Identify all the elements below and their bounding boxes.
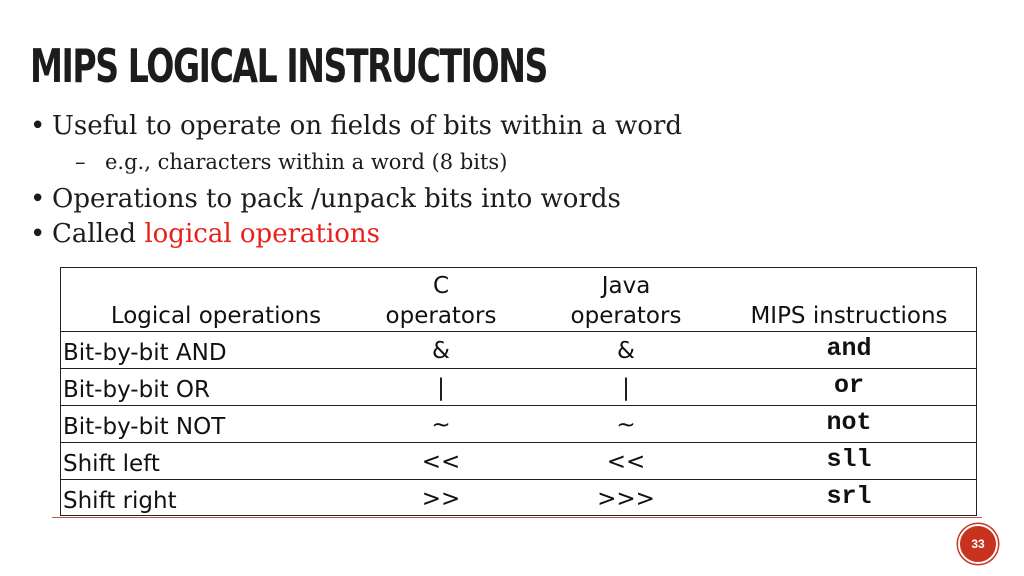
table-cell-operation: Shift right [63,488,177,514]
table-cell-operation: Bit-by-bit AND [63,340,227,366]
table-cell-java: & [617,338,635,364]
sub-bullet-marker: – [75,150,86,174]
slide-title: MIPS LOGICAL INSTRUCTIONS [30,39,547,93]
table-cell-c: << [421,449,461,475]
sub-bullet-text: e.g., characters within a word (8 bits) [105,150,508,174]
bullet-text: Called [52,219,145,249]
table-cell-mips: sll [826,445,872,474]
footer-rule [52,517,982,518]
bullet-marker: • [30,219,46,249]
row-divider [61,479,976,480]
bullet-item [30,110,682,142]
bullet-item [30,218,380,250]
page-number-badge: 33 [958,524,998,564]
header-c-operators-line1: C [432,273,450,299]
row-divider [61,368,976,369]
table-cell-c: | [437,375,445,401]
bullet-accent-text: logical operations [144,219,381,249]
header-logical-operations: Logical operations [110,303,322,329]
table-cell-java: >>> [597,486,655,512]
table-cell-java: << [606,449,646,475]
table-cell-operation: Bit-by-bit NOT [63,414,226,440]
bullet-item [30,183,621,215]
row-divider [61,405,976,406]
sub-bullet-item [75,148,507,176]
header-java-operators-line1: Java [601,273,651,299]
header-java-operators-line2: operators [570,303,682,329]
table-cell-operation: Bit-by-bit OR [63,377,210,403]
table-cell-operation: Shift left [63,451,160,477]
row-divider [61,331,976,332]
table-cell-c: & [432,338,450,364]
logical-operations-table [60,267,977,516]
bullet-text: Operations to pack /unpack bits into words [52,184,621,214]
bullet-text: Useful to operate on fields of bits within a word [52,111,683,141]
table-cell-java: | [622,375,630,401]
table-cell-mips: not [826,408,872,437]
bullet-marker: • [30,184,46,214]
row-divider [61,442,976,443]
table-cell-mips: and [826,334,872,363]
table-cell-mips: or [833,371,864,400]
table-cell-c: >> [421,486,461,512]
table-cell-mips: srl [826,482,872,511]
table-cell-java: ~ [616,412,636,438]
header-mips-instructions: MIPS instructions [750,303,948,329]
header-c-operators-line2: operators [385,303,497,329]
bullet-marker: • [30,111,46,141]
table-cell-c: ~ [431,412,451,438]
